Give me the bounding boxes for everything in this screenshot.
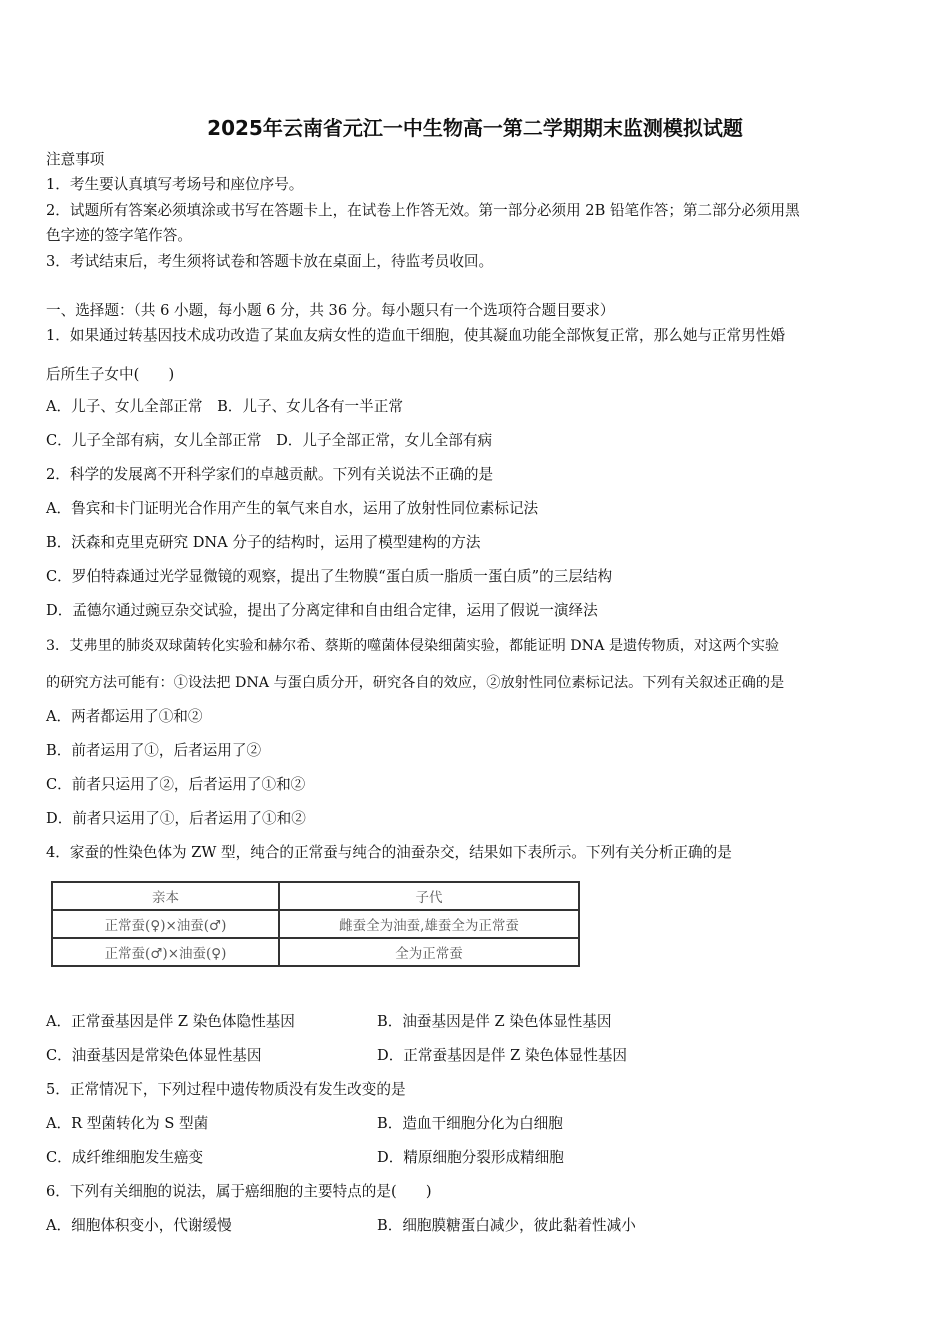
notice-item-2-cont: 色字迹的签字笔作答。 bbox=[46, 227, 192, 244]
table-header-offspring: 子代 bbox=[279, 882, 579, 910]
q6-options-row1 bbox=[46, 1216, 636, 1236]
q5-option-a[interactable]: A．R 型菌转化为 S 型菌 bbox=[46, 1115, 209, 1132]
q5-stem: 5．正常情况下，下列过程中遗传物质没有发生改变的是 bbox=[46, 1081, 406, 1098]
q4-option-b[interactable]: B．油蚕基因是伴 Z 染色体显性基因 bbox=[377, 1013, 612, 1030]
q4-option-a[interactable]: A．正常蚕基因是伴 Z 染色体隐性基因 bbox=[46, 1013, 295, 1030]
q3-stem-line2: 的研究方法可能有：①设法把 DNA 与蛋白质分开，研究各自的效应，②放射性同位素标记法。下列有关叙述正确的是 bbox=[46, 675, 785, 691]
q4-option-c[interactable]: C．油蚕基因是常染色体显性基因 bbox=[46, 1047, 262, 1064]
q2-option-d[interactable]: D．孟德尔通过豌豆杂交试验，提出了分离定律和自由组合定律，运用了假说一演绎法 bbox=[46, 602, 598, 619]
q3-option-a[interactable]: A．两者都运用了①和② bbox=[46, 708, 203, 725]
q1-option-b[interactable]: B．儿子、女儿各有一半正常 bbox=[217, 398, 403, 415]
table-row bbox=[52, 938, 579, 966]
q6-option-b[interactable]: B．细胞膜糖蛋白减少，彼此黏着性减小 bbox=[377, 1217, 636, 1234]
q1-option-c[interactable]: C．儿子全部有病，女儿全部正常 bbox=[46, 432, 262, 449]
q1-stem-line1: 1．如果通过转基因技术成功改造了某血友病女性的造血干细胞，使其凝血功能全部恢复正常，那么她与正常男性婚 bbox=[46, 327, 785, 344]
q1-stem-line2: 后所生子女中( ) bbox=[46, 366, 175, 383]
q3-option-d[interactable]: D．前者只运用了①，后者运用了①和② bbox=[46, 810, 306, 827]
q4-options-row2 bbox=[46, 1046, 628, 1066]
q5-options-row2 bbox=[46, 1148, 564, 1168]
q2-option-b[interactable]: B．沃森和克里克研究 DNA 分子的结构时，运用了模型建构的方法 bbox=[46, 534, 481, 551]
q1-options-row1 bbox=[46, 397, 403, 417]
q3-option-c[interactable]: C．前者只运用了②，后者运用了①和② bbox=[46, 776, 306, 793]
table-row bbox=[52, 910, 579, 938]
q1-option-a[interactable]: A．儿子、女儿全部正常 bbox=[46, 398, 203, 415]
q1-option-d[interactable]: D．儿子全部正常，女儿全部有病 bbox=[276, 432, 493, 449]
page-title: 2025年云南省元江一中生物高一第二学期期末监测模拟试题 bbox=[207, 116, 743, 140]
table-cell: 雌蚕全为油蚕,雄蚕全为正常蚕 bbox=[279, 910, 579, 938]
notice-heading: 注意事项 bbox=[46, 151, 105, 168]
q4-stem: 4．家蚕的性染色体为 ZW 型，纯合的正常蚕与纯合的油蚕杂交，结果如下表所示。下列有关分析正确的是 bbox=[46, 844, 732, 861]
section-heading: 一、选择题：（共 6 小题，每小题 6 分，共 36 分。每小题只有一个选项符合题目要求） bbox=[46, 302, 615, 319]
q3-option-b[interactable]: B．前者运用了①，后者运用了② bbox=[46, 742, 262, 759]
q2-stem: 2．科学的发展离不开科学家们的卓越贡献。下列有关说法不正确的是 bbox=[46, 466, 494, 483]
q5-option-b[interactable]: B．造血干细胞分化为白细胞 bbox=[377, 1115, 563, 1132]
q6-option-a[interactable]: A．细胞体积变小，代谢缓慢 bbox=[46, 1217, 232, 1234]
q3-stem-line1: 3．艾弗里的肺炎双球菌转化实验和赫尔希、蔡斯的噬菌体侵染细菌实验，都能证明 DNA 是遗传物质，对这两个实验 bbox=[46, 638, 780, 654]
q2-option-a[interactable]: A．鲁宾和卡门证明光合作用产生的氧气来自水，运用了放射性同位素标记法 bbox=[46, 500, 539, 517]
q5-option-c[interactable]: C．成纤维细胞发生癌变 bbox=[46, 1149, 204, 1166]
q4-cross-table bbox=[51, 881, 580, 967]
table-cell: 正常蚕(♂)×油蚕(♀) bbox=[52, 938, 279, 966]
q1-options-row2 bbox=[46, 431, 492, 451]
q4-option-d[interactable]: D．正常蚕基因是伴 Z 染色体显性基因 bbox=[377, 1047, 628, 1064]
q4-options-row1 bbox=[46, 1012, 612, 1032]
notice-item-2: 2．试题所有答案必须填涂或书写在答题卡上，在试卷上作答无效。第一部分必须用 2B 铅笔作答；第二部分必须用黑 bbox=[46, 202, 800, 219]
q5-options-row1 bbox=[46, 1114, 563, 1134]
table-header-parent: 亲本 bbox=[52, 882, 279, 910]
table-header-row bbox=[52, 882, 579, 910]
q2-option-c[interactable]: C．罗伯特森通过光学显微镜的观察，提出了生物膜“蛋白质一脂质一蛋白质”的三层结构 bbox=[46, 568, 613, 585]
table-cell: 正常蚕(♀)×油蚕(♂) bbox=[52, 910, 279, 938]
table-cell: 全为正常蚕 bbox=[279, 938, 579, 966]
q5-option-d[interactable]: D．精原细胞分裂形成精细胞 bbox=[377, 1149, 564, 1166]
notice-item-1: 1．考生要认真填写考场号和座位序号。 bbox=[46, 176, 304, 193]
q6-stem: 6．下列有关细胞的说法，属于癌细胞的主要特点的是( ) bbox=[46, 1183, 432, 1200]
notice-item-3: 3．考试结束后，考生须将试卷和答题卡放在桌面上，待监考员收回。 bbox=[46, 253, 494, 270]
